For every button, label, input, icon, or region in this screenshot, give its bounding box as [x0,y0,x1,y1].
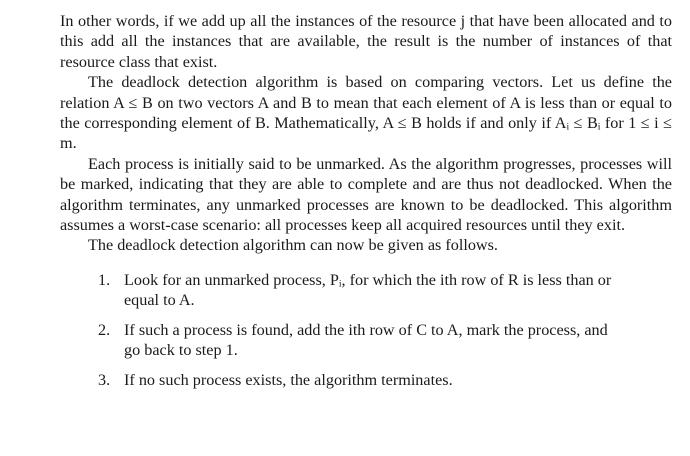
step-text: If such a process is found, add the ith row of C to A, mark the process, and go back to step 1. [124,320,608,360]
step-number: 2. [98,320,111,339]
paragraph-1: In other words, if we add up all the instances of the resource j that have been allocated and to this add all the instances that are available, the result is the number of instances of that resource class that exist. [60,12,672,71]
list-item [98,270,620,311]
list-item [98,370,620,390]
step-text: If no such process exists, the algorithm terminates. [124,370,453,389]
step-number: 3. [98,370,111,389]
paragraph-3: Each process is initially said to be unmarked. As the algorithm progresses, processes will be marked, indicating that they are able to complete and are thus not deadlocked. When the algorithm terminates, any unmarked processes are known to be deadlocked. This algorithm assumes a worst-case scenario: all processes keep all acquired resources until they exit. [60,154,672,235]
step-text: Look for an unmarked process, Pᵢ, for which the ith row of R is less than or equal to A. [124,270,612,310]
paragraph-4: The deadlock detection algorithm can now be given as follows. [88,236,498,255]
algorithm-steps-list [60,270,620,390]
paragraph-2: The deadlock detection algorithm is based on comparing vectors. Let us define the relation A ≤ B on two vectors A and B to mean that each element of A is less than or equal to the corresponding element of B. Mathematically, A ≤ B holds if and only if Aᵢ ≤ Bᵢ for 1 ≤ i ≤ m. [60,73,672,153]
list-item [98,320,620,361]
step-number: 1. [98,270,111,289]
